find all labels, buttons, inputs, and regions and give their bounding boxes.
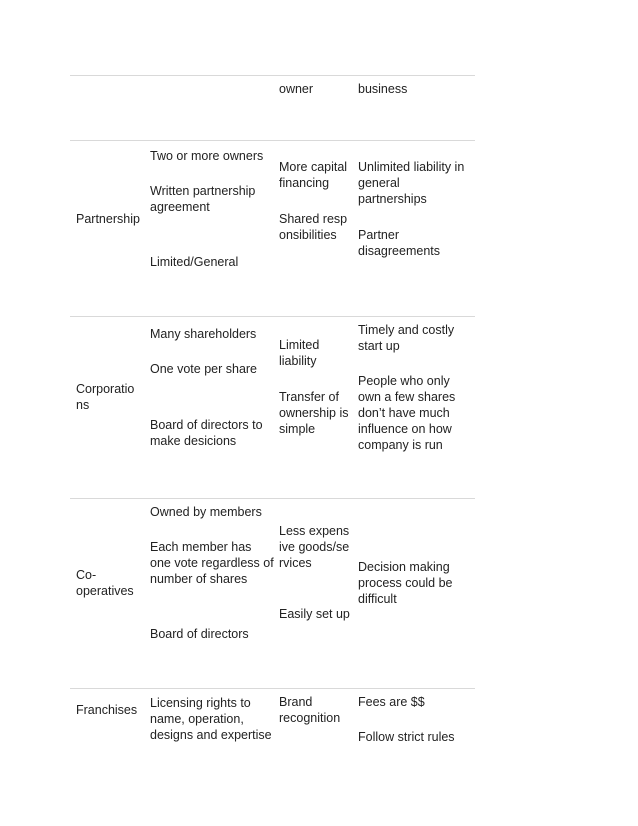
business-type-label: Partnership (76, 212, 140, 226)
characteristic-cell (150, 254, 274, 270)
advantage-text: owner (279, 82, 314, 96)
advantage-cell (279, 159, 351, 191)
characteristic-text: Written partnership agreement (150, 184, 256, 214)
characteristic-text: Two or more owners (150, 149, 264, 163)
advantage-cell (279, 523, 351, 571)
characteristic-cell (150, 326, 274, 342)
characteristic-text: Board of directors (150, 627, 249, 641)
disadvantage-cell (358, 159, 470, 207)
characteristic-cell (150, 539, 274, 587)
disadvantage-text: Fees are $$ (358, 695, 425, 709)
disadvantage-cell (358, 373, 470, 453)
advantage-cell (279, 389, 351, 437)
business-type-cell (76, 381, 140, 413)
characteristic-cell (150, 148, 274, 164)
row-divider (70, 498, 475, 499)
characteristic-cell (150, 695, 274, 743)
disadvantage-text: Unlimited liability in general partnerships (358, 160, 465, 206)
row-divider (70, 688, 475, 689)
disadvantage-text: Partner disagreements (358, 228, 440, 258)
disadvantage-cell (358, 227, 470, 259)
business-type-label: Franchises (76, 703, 138, 717)
advantage-text: Transfer of ownership is simple (279, 390, 349, 436)
advantage-cell (279, 81, 351, 97)
characteristic-cell (150, 626, 274, 642)
characteristic-cell (150, 417, 274, 449)
advantage-text: Shared responsibilities (279, 212, 348, 242)
advantage-cell (279, 694, 351, 726)
characteristic-text: Board of directors to make desicions (150, 418, 263, 448)
advantage-text: More capital financing (279, 160, 348, 190)
disadvantage-cell (358, 322, 470, 354)
characteristic-text: Each member has one vote regardless of number of shares (150, 540, 274, 586)
characteristic-text: One vote per share (150, 362, 258, 376)
row-divider (70, 316, 475, 317)
disadvantage-cell (358, 729, 470, 745)
disadvantage-cell (358, 81, 470, 97)
disadvantage-text: business (358, 82, 408, 96)
characteristic-cell (150, 183, 274, 215)
advantage-text: Easily set up (279, 607, 350, 621)
advantage-text: Brand recognition (279, 695, 341, 725)
characteristic-cell (150, 504, 274, 520)
disadvantage-text: Follow strict rules (358, 730, 455, 744)
disadvantage-text: People who only own a few shares don’t have much influence on how company is run (358, 374, 456, 452)
advantage-cell (279, 337, 351, 369)
characteristic-cell (150, 361, 274, 377)
disadvantage-cell (358, 694, 470, 710)
business-type-label: Co-operatives (76, 568, 134, 598)
characteristic-text: Owned by members (150, 505, 262, 519)
characteristic-text: Limited/General (150, 255, 239, 269)
business-type-cell (76, 211, 140, 227)
advantage-cell (279, 211, 351, 243)
disadvantage-text: Timely and costly start up (358, 323, 455, 353)
business-type-label: Corporations (76, 382, 135, 412)
business-type-cell (76, 702, 140, 718)
disadvantage-text: Decision making process could be difficult (358, 560, 453, 606)
advantage-cell (279, 606, 351, 622)
disadvantage-cell (358, 559, 470, 607)
row-divider (70, 140, 475, 141)
characteristic-text: Many shareholders (150, 327, 257, 341)
advantage-text: Limited liability (279, 338, 320, 368)
row-divider (70, 75, 475, 76)
characteristic-text: Licensing rights to name, operation, designs and expertise (150, 696, 272, 742)
advantage-text: Less expensive goods/services (279, 524, 350, 570)
business-type-cell (76, 567, 140, 599)
